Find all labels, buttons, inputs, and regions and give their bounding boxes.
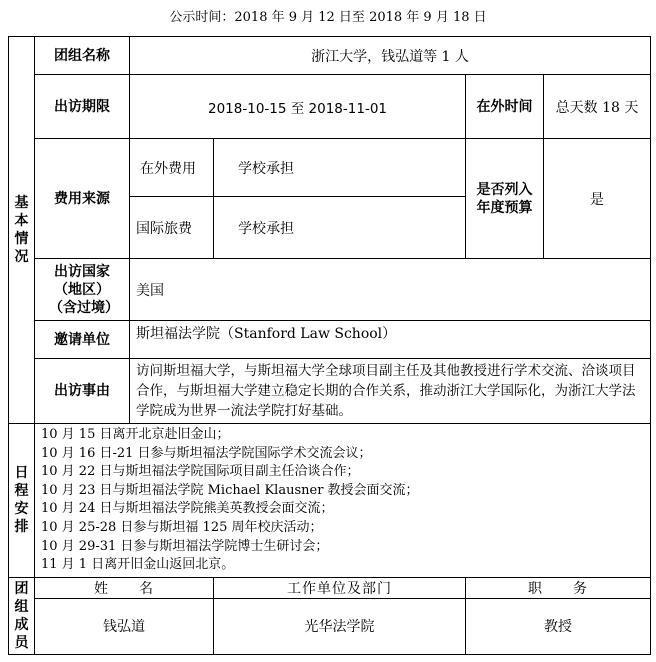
member-name: 钱弘道	[35, 598, 214, 654]
schedule-item: 10 月 23 日与斯坦福法学院 Michael Klausner 教授会面交流；	[41, 482, 419, 498]
member-position: 教授	[466, 598, 651, 654]
inviter-label: 邀请单位	[35, 321, 130, 359]
members-header-position: 职 务	[466, 577, 651, 598]
visit-period-value: 2018-10-15 至 2018-11-01	[130, 75, 466, 139]
funding-abroad-value: 学校承担	[214, 139, 466, 197]
group-name-value: 浙江大学，钱弘道等 1 人	[130, 37, 651, 75]
section-schedule	[9, 424, 35, 578]
members-header-name: 姓 名	[35, 577, 214, 598]
budget-value: 是	[544, 139, 651, 259]
schedule-list	[35, 424, 651, 578]
time-abroad-label: 在外时间	[466, 75, 544, 139]
funding-intl-label: 国际旅费	[130, 197, 214, 259]
funding-intl-value: 学校承担	[214, 197, 466, 259]
visit-period-label: 出访期限	[35, 75, 130, 139]
purpose-label: 出访事由	[35, 359, 130, 424]
purpose-value: 访问斯坦福大学，与斯坦福大学全球项目副主任及其他教授进行学术交流、洽谈项目合作，与斯坦福大学建立稳定长期的合作关系，推动浙江大学国际化，为浙江大学法学院成为世界一流法学院打好基础。	[130, 359, 651, 424]
time-abroad-value: 总天数 18 天	[544, 75, 651, 139]
funding-abroad-label: 在外费用	[130, 139, 214, 197]
schedule-item: 10 月 29-31 日参与斯坦福法学院博士生研讨会；	[41, 538, 329, 554]
inviter-value: 斯坦福法学院（Stanford Law School）	[130, 321, 651, 359]
schedule-item: 10 月 24 日与斯坦福法学院熊美英教授会面交流；	[41, 501, 334, 517]
member-unit: 光华法学院	[214, 598, 466, 654]
application-table	[8, 36, 651, 655]
table-row	[9, 598, 651, 654]
group-name-label: 团组名称	[35, 37, 130, 75]
funding-label: 费用来源	[35, 139, 130, 259]
schedule-item: 10 月 15 日离开北京赴旧金山；	[41, 427, 230, 442]
section-basic	[9, 37, 35, 424]
section-members-label: 团组成员	[14, 580, 29, 651]
members-header-unit: 工作单位及部门	[214, 577, 466, 598]
schedule-item: 10 月 25-28 日参与斯坦福 125 周年校庆活动；	[41, 519, 323, 535]
budget-label: 是否列入年度预算	[466, 139, 544, 259]
schedule-item: 10 月 22 日与斯坦福法学院国际项目副主任洽谈合作；	[41, 464, 360, 480]
country-label: 出访国家（地区）（含过境）	[35, 259, 130, 321]
schedule-item: 11 月 1 日离开旧金山返回北京。	[41, 557, 235, 573]
section-basic-label: 基本情况	[14, 195, 29, 265]
section-schedule-label: 日程安排	[14, 465, 29, 536]
section-members	[9, 577, 35, 654]
publicity-time: 公示时间：2018 年 9 月 12 日至 2018 年 9 月 18 日	[169, 10, 487, 25]
country-value: 美国	[130, 259, 651, 321]
schedule-item: 10 月 16 日-21 日参与斯坦福法学院国际学术交流会议；	[41, 445, 372, 461]
